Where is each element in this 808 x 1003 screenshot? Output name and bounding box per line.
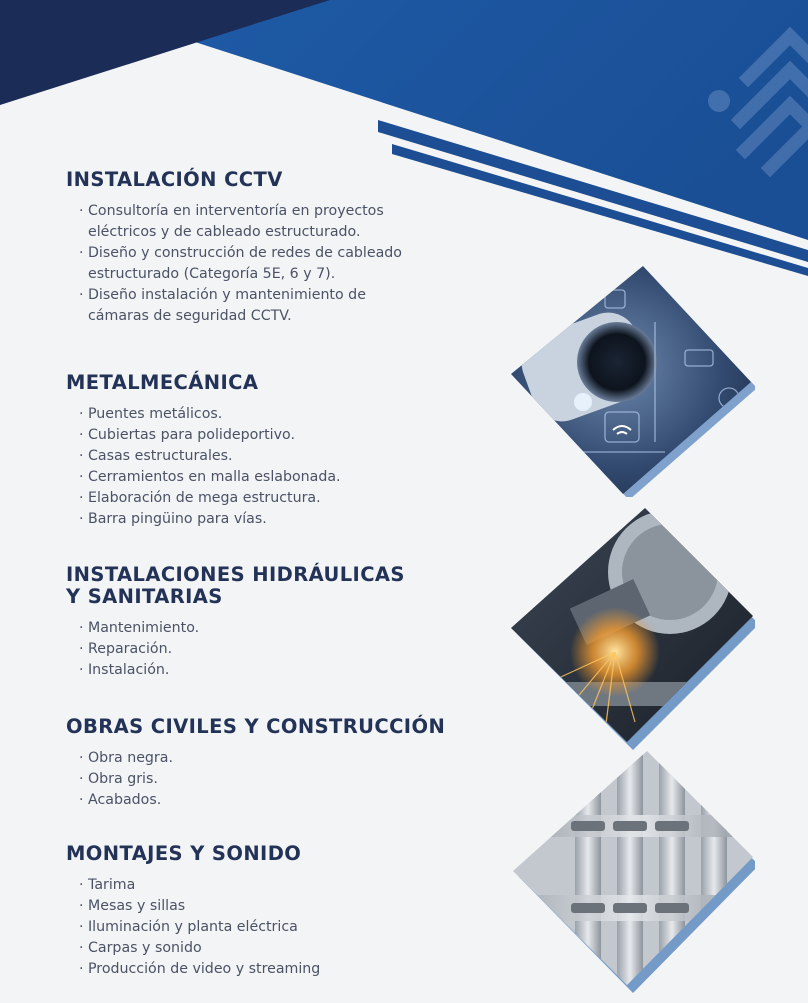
section-hidraulicas bbox=[66, 564, 405, 681]
list-item: · Obra negra. bbox=[88, 748, 445, 769]
list-item: · Reparación. bbox=[88, 639, 405, 660]
list-item: · Diseño y construcción de redes de cableado estructurado (Categoría 5E, 6 y 7). bbox=[88, 243, 438, 285]
list-item: · Cubiertas para polideportivo. bbox=[88, 425, 341, 446]
section-title: INSTALACIÓN CCTV bbox=[66, 168, 283, 191]
section-cctv bbox=[66, 169, 438, 327]
list-item: · Cerramientos en malla eslabonada. bbox=[88, 467, 341, 488]
pipes-photo bbox=[505, 745, 755, 995]
item-list bbox=[66, 748, 445, 811]
item-list bbox=[66, 618, 405, 681]
section-title: OBRAS CIVILES Y CONSTRUCCIÓN bbox=[66, 715, 446, 738]
list-item: · Diseño instalación y mantenimiento de cámaras de seguridad CCTV. bbox=[88, 285, 418, 327]
section-montajes bbox=[66, 843, 320, 980]
list-item: · Carpas y sonido bbox=[88, 938, 320, 959]
list-item: · Instalación. bbox=[88, 660, 405, 681]
list-item: · Mesas y sillas bbox=[88, 896, 320, 917]
cctv-camera-photo bbox=[505, 262, 755, 497]
list-item: · Tarima bbox=[88, 875, 320, 896]
list-item: · Mantenimiento. bbox=[88, 618, 405, 639]
section-metalmecanica bbox=[66, 372, 341, 530]
item-list bbox=[66, 875, 320, 980]
list-item: · Consultoría en interventoría en proyectos eléctricos y de cableado estructurado. bbox=[88, 201, 438, 243]
list-item: · Obra gris. bbox=[88, 769, 445, 790]
section-title: MONTAJES Y SONIDO bbox=[66, 842, 302, 865]
list-item: · Elaboración de mega estructura. bbox=[88, 488, 341, 509]
list-item: · Producción de video y streaming bbox=[88, 959, 320, 980]
list-item: · Casas estructurales. bbox=[88, 446, 341, 467]
list-item: · Acabados. bbox=[88, 790, 445, 811]
list-item: · Iluminación y planta eléctrica bbox=[88, 917, 320, 938]
section-title: INSTALACIONES HIDRÁULICAS Y SANITARIAS bbox=[66, 563, 405, 608]
item-list bbox=[66, 404, 341, 530]
list-item: · Puentes metálicos. bbox=[88, 404, 341, 425]
metal-grinder-photo bbox=[505, 502, 755, 752]
section-obras-civiles bbox=[66, 716, 445, 811]
section-title: METALMECÁNICA bbox=[66, 371, 259, 394]
list-item: · Barra pingüino para vías. bbox=[88, 509, 341, 530]
item-list bbox=[66, 201, 438, 327]
